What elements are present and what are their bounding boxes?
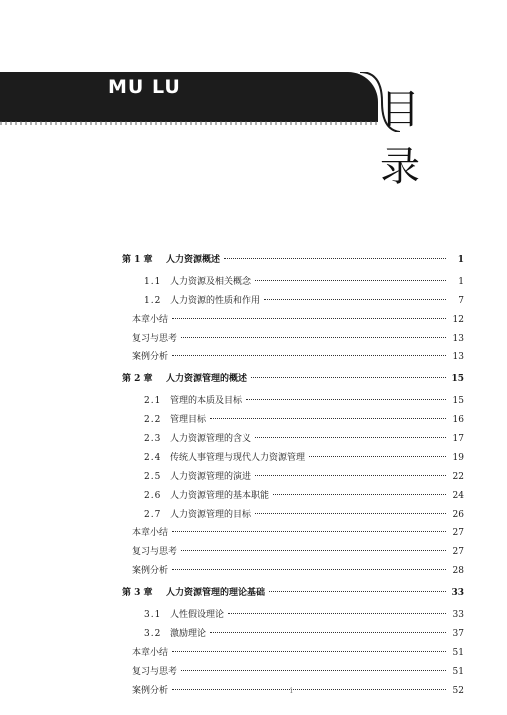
toc-page-number: 51: [452, 647, 464, 658]
toc-dot-leader: [210, 632, 446, 633]
toc-page-number: 7: [458, 295, 464, 306]
toc-dot-leader: [255, 280, 446, 281]
toc-row-sec[interactable]: [122, 430, 464, 449]
toc-entry-title: 激励理论: [170, 628, 207, 639]
toc-page-number: 26: [452, 509, 464, 520]
toc-entry-number: 2.1: [144, 396, 162, 407]
toc-dot-leader: [181, 550, 446, 551]
toc-entry-title: 人性假设理论: [170, 610, 225, 621]
toc-page-number: 15: [452, 396, 464, 407]
toc-row-summary[interactable]: [122, 543, 464, 562]
table-of-contents: [122, 248, 464, 700]
toc-page-number: 27: [452, 528, 464, 539]
toc-dot-leader: [172, 651, 446, 652]
toc-row-sec[interactable]: [122, 392, 464, 411]
toc-page-number: 16: [452, 415, 464, 426]
toc-dot-leader: [251, 377, 446, 378]
toc-dot-leader: [246, 399, 446, 400]
toc-entry-title: 复习与思考: [132, 333, 178, 344]
toc-entry-title: 案例分析: [132, 566, 169, 577]
toc-row-sec[interactable]: [122, 625, 464, 644]
toc-row-sec[interactable]: [122, 292, 464, 311]
toc-row-sec[interactable]: [122, 273, 464, 292]
toc-page-number: 28: [452, 566, 464, 577]
toc-entry-title: 本章小结: [132, 647, 169, 658]
toc-row-sec[interactable]: [122, 506, 464, 525]
toc-entry-title: 案例分析: [132, 685, 169, 696]
toc-row-summary[interactable]: [122, 644, 464, 663]
toc-dot-leader: [228, 613, 446, 614]
toc-row-summary[interactable]: [122, 562, 464, 581]
toc-entry-number: 2.7: [144, 509, 162, 520]
toc-entry-number: 第 3 章: [122, 588, 153, 599]
toc-entry-title: 本章小结: [132, 528, 169, 539]
toc-dot-leader: [255, 475, 446, 476]
page-footer-mark: i: [290, 686, 293, 695]
toc-dot-leader: [172, 689, 446, 690]
toc-page-number: 24: [452, 490, 464, 501]
toc-page-number: 12: [452, 314, 464, 325]
toc-page-number: 15: [451, 374, 464, 385]
toc-entry-number: 2.6: [144, 490, 162, 501]
toc-entry-title: 本章小结: [132, 314, 169, 325]
toc-dot-leader: [269, 591, 446, 592]
toc-dot-leader: [224, 258, 446, 259]
toc-page-number: 13: [452, 352, 464, 363]
toc-dot-leader: [172, 569, 446, 570]
banner-black-bar: [0, 72, 378, 122]
toc-entry-title: 人力资源管理的含义: [170, 434, 252, 445]
toc-dot-leader: [172, 318, 446, 319]
toc-page-number: 52: [452, 685, 464, 696]
toc-entry-title: 复习与思考: [132, 547, 178, 558]
toc-entry-number: 2.3: [144, 434, 162, 445]
toc-page-number: 27: [452, 547, 464, 558]
toc-row-chapter[interactable]: [122, 251, 464, 270]
toc-dot-leader: [273, 494, 446, 495]
toc-row-summary[interactable]: [122, 311, 464, 330]
toc-dot-leader: [172, 355, 446, 356]
toc-entry-number: 2.4: [144, 452, 162, 463]
toc-row-summary[interactable]: [122, 682, 464, 701]
toc-row-sec[interactable]: [122, 449, 464, 468]
toc-entry-number: 3.1: [144, 610, 162, 621]
toc-dot-leader: [309, 456, 446, 457]
toc-page-number: 33: [452, 610, 464, 621]
toc-entry-title: 人力资源概述: [166, 255, 221, 265]
toc-page-number: 33: [451, 588, 464, 599]
toc-entry-title: 人力资源管理的理论基础: [166, 588, 266, 599]
toc-entry-title: 人力资源及相关概念: [170, 276, 252, 287]
toc-entry-title: 人力资源管理的演进: [170, 471, 252, 482]
toc-page-number: 37: [452, 628, 464, 639]
toc-page-number: 19: [452, 452, 464, 463]
toc-row-sec[interactable]: [122, 411, 464, 430]
toc-page-number: 22: [452, 471, 464, 482]
toc-row-chapter[interactable]: [122, 584, 464, 603]
toc-row-sec[interactable]: [122, 468, 464, 487]
toc-dot-leader: [181, 670, 446, 671]
banner-latin-title: MU LU: [108, 76, 181, 98]
toc-entry-title: 案例分析: [132, 352, 169, 363]
toc-page-number: 1: [458, 276, 464, 287]
toc-entry-title: 管理目标: [170, 415, 207, 426]
toc-dot-leader: [255, 513, 446, 514]
page-title: 目 录: [380, 87, 432, 190]
toc-row-sec[interactable]: [122, 487, 464, 506]
header-banner: [0, 72, 507, 190]
toc-row-summary[interactable]: [122, 330, 464, 349]
toc-entry-title: 传统人事管理与现代人力资源管理: [170, 452, 306, 463]
toc-entry-number: 2.2: [144, 415, 162, 426]
toc-entry-number: 3.2: [144, 628, 162, 639]
toc-page-number: 51: [452, 666, 464, 677]
toc-page-number: 17: [452, 434, 464, 445]
toc-entry-title: 复习与思考: [132, 666, 178, 677]
toc-row-summary[interactable]: [122, 348, 464, 367]
toc-entry-number: 2.5: [144, 471, 162, 482]
toc-entry-number: 1.1: [144, 276, 162, 287]
toc-row-summary[interactable]: [122, 524, 464, 543]
toc-entry-title: 管理的本质及目标: [170, 396, 243, 407]
toc-dot-leader: [181, 337, 446, 338]
toc-row-summary[interactable]: [122, 663, 464, 682]
toc-dot-leader: [210, 418, 446, 419]
toc-row-chapter[interactable]: [122, 370, 464, 389]
toc-page-number: 13: [452, 333, 464, 344]
toc-entry-number: 1.2: [144, 295, 162, 306]
toc-entry-title: 人力资源管理的目标: [170, 509, 252, 520]
toc-dot-leader: [255, 437, 446, 438]
toc-page-number: 1: [457, 255, 464, 265]
toc-entry-title: 人力资源管理的概述: [166, 374, 248, 385]
toc-entry-number: 第 2 章: [122, 374, 153, 385]
toc-row-sec[interactable]: [122, 606, 464, 625]
toc-dot-leader: [172, 531, 446, 532]
toc-entry-number: 第 1 章: [122, 255, 153, 265]
toc-entry-title: 人力资源管理的基本职能: [170, 490, 270, 501]
toc-entry-title: 人力资源的性质和作用: [170, 295, 261, 306]
toc-dot-leader: [264, 299, 446, 300]
